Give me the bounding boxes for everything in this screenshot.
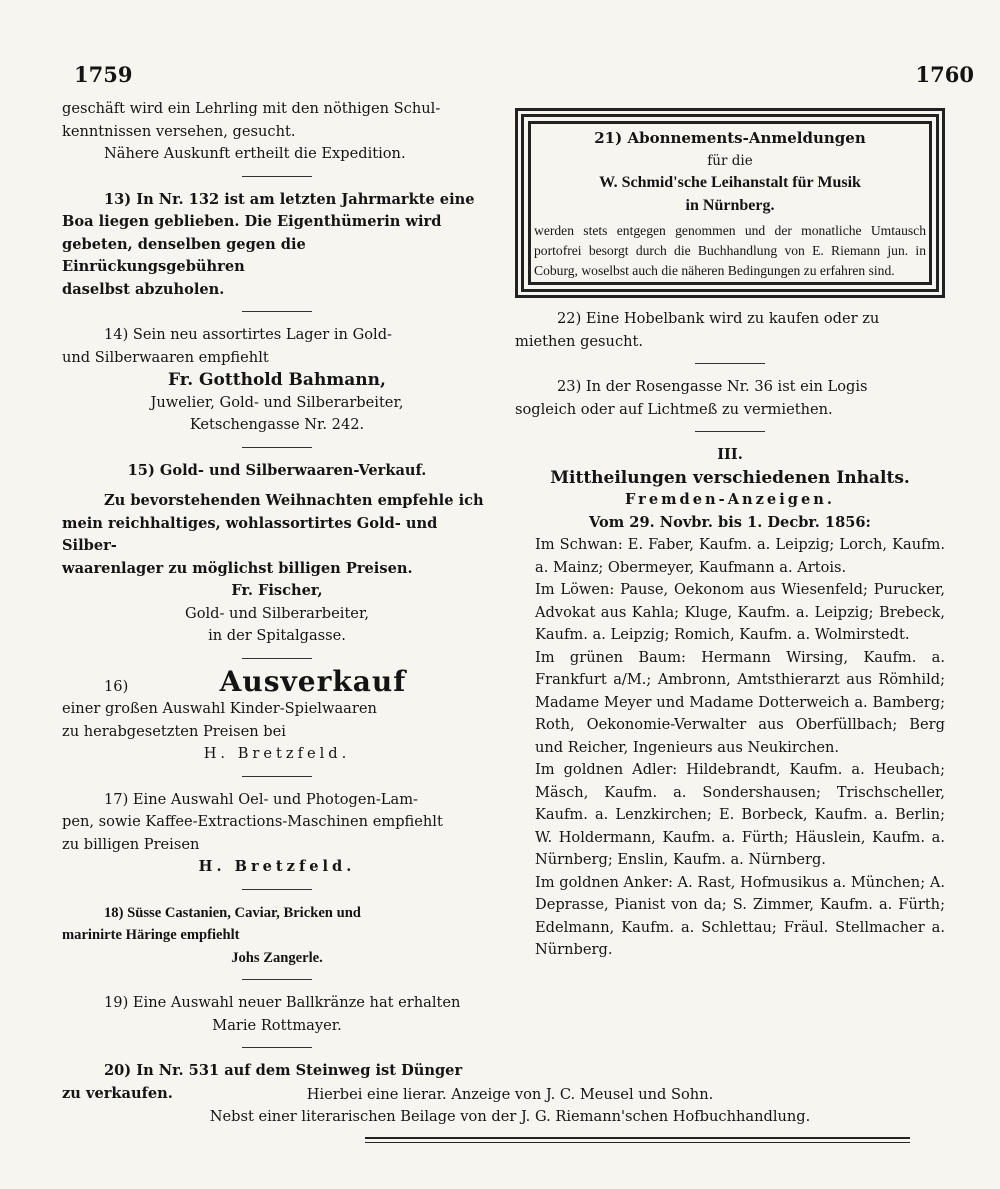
- footer-note-1: Hierbei eine lierar. Anzeige von J. C. Meusel und Sohn.: [306, 1086, 714, 1103]
- arrivals-dates: Vom 29. Novbr. bis 1. Decbr. 1856:: [589, 513, 871, 531]
- arrivals-heading: Fremden-Anzeigen.: [625, 491, 835, 508]
- ad-number: 16): [104, 677, 129, 695]
- advertiser-title: Juwelier, Gold- und Silberarbeiter,: [150, 393, 404, 411]
- ad-heading: 15) Gold- und Silberwaaren-Verkauf.: [127, 461, 427, 479]
- ad-15: [62, 460, 492, 648]
- text-line: und Silberwaaren empfiehlt: [62, 348, 269, 366]
- ad-21-framed-box: [515, 108, 945, 298]
- separator: [695, 363, 765, 364]
- text-line: marinirte Häringe empfiehlt: [62, 927, 240, 943]
- footer-rule: [365, 1137, 910, 1139]
- list-item: Im Löwen: Pause, Oekonom aus Wiesenfeld; Purucker, Advokat aus Kahla; Kluge, Kaufm. a. Leipzig; Brebeck, Kaufm. a. Leipzig; Romich, Kaufm. a. Wolmirstedt.: [535, 581, 945, 643]
- text-line: 19) Eine Auswahl neuer Ballkränze hat erhalten: [104, 994, 461, 1011]
- separator: [242, 1047, 312, 1048]
- signature: Johs Zangerle.: [231, 949, 323, 966]
- text-line: 18) Süsse Castanien, Caviar, Bricken und: [104, 904, 361, 921]
- signature: Marie Rottmayer.: [212, 1016, 342, 1034]
- ad-18: [62, 902, 492, 970]
- separator: [242, 979, 312, 980]
- shop-city: in Nürnberg.: [685, 196, 775, 214]
- advertiser-name: Fr. Gotthold Bahmann,: [168, 370, 386, 390]
- text-line: mein reichhaltiges, wohlassortirtes Gold- und Silber-: [62, 514, 438, 554]
- ad-body: werden stets entgegen genommen und der monatliche Umtausch portofrei besorgt durch die Buchhandlung von E. Riemann jun. in Coburg, woselbst auch die näheren Bedingungen zu erfahren sind.: [534, 223, 926, 278]
- text-line: waarenlager zu möglichst billigen Preisen.: [62, 559, 413, 577]
- advertiser-name: Fr. Fischer,: [231, 582, 323, 599]
- text-line: daselbst abzuholen.: [62, 280, 225, 298]
- arrivals-list: [515, 534, 945, 962]
- text-line: geschäft wird ein Lehrling mit den nöthigen Schul-: [62, 100, 441, 117]
- right-column: [515, 106, 945, 962]
- text-line: 23) In der Rosengasse Nr. 36 ist ein Logis: [557, 378, 868, 395]
- separator: [242, 776, 312, 777]
- text-line: 17) Eine Auswahl Oel- und Photogen-Lam-: [104, 790, 418, 808]
- text-line: Boa liegen geblieben. Die Eigenthümerin wird: [62, 213, 442, 230]
- text-line: 22) Eine Hobelbank wird zu kaufen oder zu: [557, 310, 880, 327]
- text-line: einer großen Auswahl Kinder-Spielwaaren: [62, 700, 377, 717]
- text-line: Nähere Auskunft ertheilt die Expedition.: [104, 145, 406, 162]
- page-number-left: 1759: [74, 62, 133, 87]
- list-item: Im goldnen Adler: Hildebrandt, Kaufm. a. Heubach; Mäsch, Kaufm. a. Sondershausen; Trischscheller, Kaufm. a. Lenzkirchen; E. Borbeck, Kaufm. a. Berlin; W. Holdermann, Kaufm. a. Fürth; Häuslein, Kaufm. a. Nürnberg; Enslin, Kaufm. a. Nürnberg.: [535, 761, 945, 868]
- text-line: Zu bevorstehenden Weihnachten empfehle ich: [104, 492, 484, 509]
- shop-name: W. Schmid'sche Leihanstalt für Musik: [599, 174, 861, 191]
- separator: [242, 311, 312, 312]
- text-line: zu verkaufen.: [62, 1084, 173, 1102]
- page-footer: [60, 1084, 960, 1128]
- left-column: [62, 98, 492, 1105]
- text-line: sogleich oder auf Lichtmeß zu vermiethen.: [515, 400, 833, 418]
- section-number: III.: [717, 446, 743, 463]
- separator: [695, 431, 765, 432]
- footer-rule: [365, 1142, 910, 1143]
- separator: [242, 447, 312, 448]
- separator: [242, 176, 312, 177]
- text-line: 14) Sein neu assortirtes Lager in Gold-: [104, 326, 392, 343]
- list-item: Im Schwan: E. Faber, Kaufm. a. Leipzig; Lorch, Kaufm. a. Mainz; Obermeyer, Kaufmann a. Artois.: [535, 536, 945, 576]
- list-item: Im goldnen Anker: A. Rast, Hofmusikus a. München; A. Deprasse, Pianist von da; S. Zimmer, Kaufm. a. Fürth; Edelmann, Kaufm. a. Schlettau; Fräul. Stellmacher a. Nürnberg.: [535, 873, 945, 958]
- ad-17: [62, 789, 492, 879]
- signature: H. Bretzfeld.: [203, 745, 351, 762]
- ad-16: [62, 664, 492, 766]
- signature: H. Bretzfeld.: [198, 858, 356, 875]
- advertiser-title: Gold- und Silberarbeiter,: [185, 604, 369, 622]
- text-line: pen, sowie Kaffee-Extractions-Maschinen empfiehlt: [62, 813, 443, 830]
- text-line: miethen gesucht.: [515, 332, 644, 350]
- separator: [242, 658, 312, 659]
- list-item: Im grünen Baum: Hermann Wirsing, Kaufm. a. Frankfurt a/M.; Ambronn, Amtsthierarzt aus Römhild; Madame Meyer und Madame Dotterweich a. Bamberg; Roth, Oekonomie-Verwalter aus Oberfüllbach; Berg und Reicher, Ingenieurs aus Neukirchen.: [535, 648, 945, 756]
- text-line: zu billigen Preisen: [62, 835, 200, 853]
- text-line: 20) In Nr. 531 auf dem Steinweg ist Dünger: [104, 1062, 463, 1079]
- separator: [242, 889, 312, 890]
- ad-title: 21) Abonnements-Anmeldungen: [594, 129, 866, 147]
- footer-note-2: Nebst einer literarischen Beilage von der J. G. Riemann'schen Hofbuchhandlung.: [209, 1108, 811, 1125]
- ad-19: [62, 992, 492, 1037]
- page-number-right: 1760: [915, 62, 974, 87]
- text-line: kenntnissen versehen, gesucht.: [62, 122, 296, 140]
- advertiser-address: Ketschengasse Nr. 242.: [189, 416, 365, 433]
- ad-23: [515, 376, 945, 421]
- section-heading: Mittheilungen verschiedenen Inhalts.: [550, 467, 910, 488]
- intro-ad: [62, 98, 492, 166]
- ad-headline: Ausverkauf: [219, 664, 407, 698]
- text-line: 13) In Nr. 132 ist am letzten Jahrmarkte eine: [104, 190, 475, 208]
- advertiser-address: in der Spitalgasse.: [208, 627, 346, 644]
- text-line: zu herabgesetzten Preisen bei: [62, 722, 286, 740]
- ad-13: [62, 189, 492, 302]
- ad-subtitle: für die: [707, 152, 753, 169]
- ad-22: [515, 308, 945, 353]
- ad-14: [62, 324, 492, 437]
- text-line: gebeten, denselben gegen die Einrückungsgebühren: [62, 235, 306, 275]
